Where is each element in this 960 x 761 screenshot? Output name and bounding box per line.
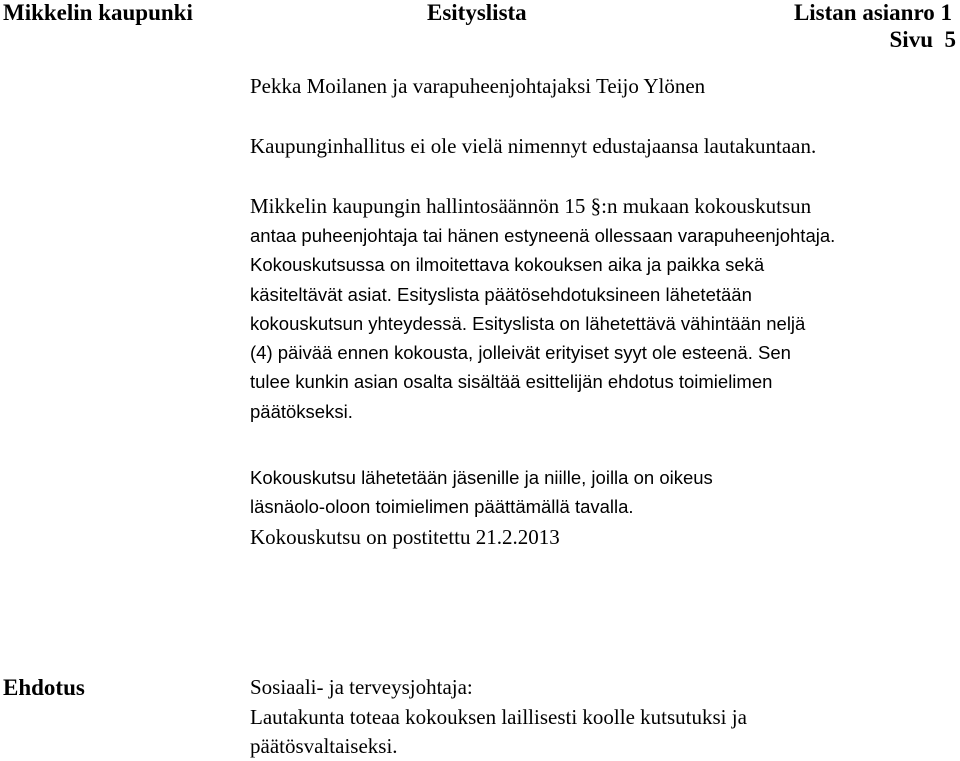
notice-line: antaa puheenjohtaja tai hänen estyneenä ollessaan varapuheenjohtaja. — [250, 225, 836, 246]
distribution-paragraph — [250, 463, 950, 552]
proposal-paragraph — [250, 673, 950, 761]
header-organization: Mikkelin kaupunki — [3, 0, 193, 25]
chairs-paragraph — [250, 72, 950, 101]
notice-line: tulee kunkin asian osalta sisältää esittelijän ehdotus toimielimen — [250, 371, 773, 393]
proposal-label: Ehdotus — [3, 675, 85, 700]
notice-line: käsiteltävät asiat. Esityslista päätösehdotuksineen lähetetään — [250, 283, 752, 305]
notice-line: kokouskutsun yhteydessä. Esityslista on lähetettävä vähintään neljä — [250, 312, 806, 334]
board-representative-line: Kaupunginhallitus ei ole vielä nimennyt edustajaansa lautakuntaan. — [250, 134, 817, 158]
distribution-line: Kokouskutsu lähetetään jäsenille ja niille, joilla on oikeus — [250, 467, 713, 488]
header-item-number: Listan asianro 1 — [793, 0, 952, 25]
board-representative-paragraph — [250, 132, 950, 161]
notice-line: (4) päivää ennen kokousta, jolleivät erityiset syyt ole esteenä. Sen — [250, 342, 791, 364]
notice-line: Kokouskutsussa on ilmoitettava kokouksen aika ja paikka sekä — [250, 254, 765, 276]
proposal-text-line: päätösvaltaiseksi. — [250, 734, 398, 758]
proposal-presenter: Sosiaali- ja terveysjohtaja: — [250, 675, 473, 699]
header-document-type: Esityslista — [427, 0, 527, 25]
mailed-line: Kokouskutsu on postitettu 21.2.2013 — [250, 524, 560, 549]
notice-paragraph — [250, 192, 950, 426]
chairs-line: Pekka Moilanen ja varapuheenjohtajaksi Teijo Ylönen — [250, 74, 706, 98]
proposal-text-line: Lautakunta toteaa kokouksen laillisesti koolle kutsutuksi ja — [250, 705, 747, 729]
header-page-number: Sivu 5 — [889, 27, 956, 52]
notice-first-line: Mikkelin kaupungin hallintosäännön 15 §:n mukaan kokouskutsun — [250, 194, 812, 218]
distribution-line: läsnäolo-oloon toimielimen päättämällä tavalla. — [250, 496, 634, 518]
notice-line: päätökseksi. — [250, 400, 353, 422]
page-header — [0, 0, 960, 60]
